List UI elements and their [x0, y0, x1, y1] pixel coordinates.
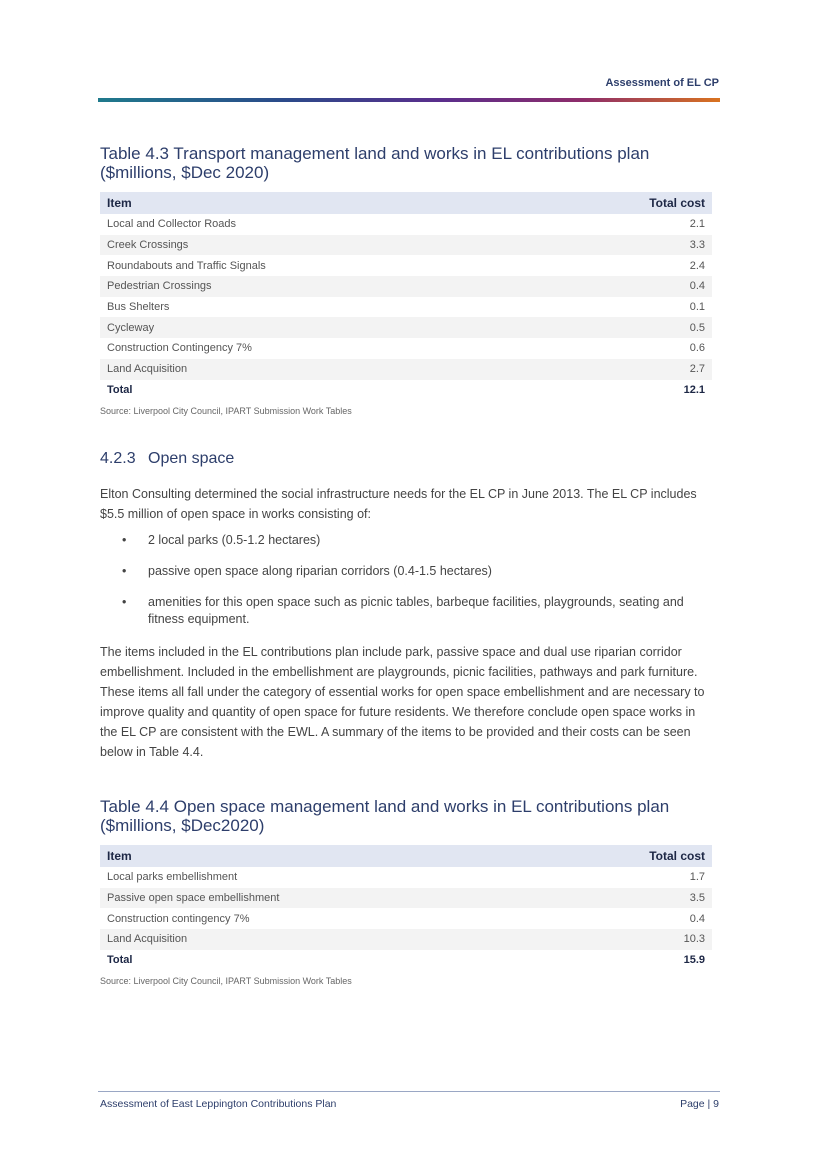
list-item: [100, 532, 700, 549]
table-row: [100, 317, 712, 338]
table-row: [100, 338, 712, 359]
cell-item: Total: [107, 954, 133, 967]
table-4-3: [100, 192, 712, 400]
list-item-text: passive open space along riparian corridors (0.4-1.5 hectares): [148, 564, 492, 578]
table-header-row: [100, 845, 712, 867]
table-4-4-source: Source: Liverpool City Council, IPART Submission Work Tables: [100, 976, 352, 986]
table-4-3-title: Table 4.3 Transport management land and works in EL contributions plan ($millions, $Dec 2020): [100, 144, 650, 182]
cell-item: Pedestrian Crossings: [100, 276, 536, 297]
cell-total-cost: 3.5: [545, 888, 712, 909]
table-4-4-title: Table 4.4 Open space management land and works in EL contributions plan ($millions, $Dec2020): [100, 797, 670, 835]
table-row: [100, 908, 712, 929]
cell-total-cost: 0.6: [689, 342, 705, 355]
cell-total-cost: 2.1: [689, 218, 705, 231]
table-row: [100, 359, 712, 380]
table-row: [100, 276, 712, 297]
list-item-text: 2 local parks (0.5-1.2 hectares): [148, 533, 321, 547]
cell-item: Total: [107, 383, 133, 396]
cell-item: Land Acquisition: [100, 929, 545, 950]
table-row: [100, 214, 712, 235]
cell-item: Local parks embellishment: [107, 871, 238, 884]
cell-item: Cycleway: [100, 317, 536, 338]
cell-total-cost: 2.4: [689, 259, 705, 272]
list-item-text: amenities for this open space such as picnic tables, barbeque facilities, playgrounds, seating and fitness equipment.: [148, 595, 684, 626]
footer-document-title: Assessment of East Leppington Contributions Plan: [100, 1098, 337, 1110]
cell-total-cost: 3.3: [536, 235, 712, 256]
table-row: [100, 929, 712, 950]
cell-item: Construction contingency 7%: [107, 912, 250, 925]
cell-total-cost: 1.7: [689, 871, 705, 884]
page-number: Page | 9: [680, 1098, 719, 1110]
table-row: [100, 255, 712, 276]
cell-total-cost: 10.3: [545, 929, 712, 950]
list-item: [100, 594, 700, 628]
table-row: [100, 235, 712, 256]
cell-total-cost: 0.4: [536, 276, 712, 297]
bullet-icon: •: [122, 564, 127, 578]
bullet-icon: •: [122, 533, 127, 547]
cell-total-cost: 0.4: [689, 912, 705, 925]
footer-divider: [98, 1091, 720, 1092]
table-header-row: [100, 192, 712, 214]
table-4-4: [100, 845, 712, 970]
table-total-row: [100, 380, 712, 401]
intro-paragraph: Elton Consulting determined the social infrastructure needs for the EL CP in June 2013. The EL CP includes $5.5 million of open space in works consisting of:: [100, 487, 697, 521]
body-paragraph: The items included in the EL contributions plan include park, passive space and dual use riparian corridor embellishment. Included in the embellishment are playgrounds, picnic facilities, pathways and park furniture. These items all fall under the category of essential works for open space embellishment and are necessary to improve quality and quantity of open space for future residents. We therefore conclude open space works in the EL CP are consistent with the EWL. A summary of the items to be provided and their costs can be seen below in Table 4.4.: [100, 645, 705, 759]
cell-total-cost: 2.7: [536, 359, 712, 380]
bullet-icon: •: [122, 595, 127, 609]
header-gradient-bar: [98, 98, 720, 102]
running-header: Assessment of EL CP: [605, 77, 719, 89]
cell-item: Local and Collector Roads: [107, 218, 237, 231]
list-item: [100, 563, 700, 580]
cell-item: Construction Contingency 7%: [107, 342, 252, 355]
cell-item: Roundabouts and Traffic Signals: [107, 259, 266, 272]
column-header-item: Item: [100, 845, 545, 867]
column-header-total-cost: Total cost: [536, 192, 712, 214]
cell-total-cost: 12.1: [683, 383, 705, 396]
table-row: [100, 867, 712, 888]
cell-item: Creek Crossings: [100, 235, 536, 256]
section-number: 4.2.3: [100, 450, 136, 467]
table-row: [100, 888, 712, 909]
cell-item: Bus Shelters: [107, 301, 170, 314]
column-header-total-cost: Total cost: [545, 845, 712, 867]
column-header-item: Item: [100, 192, 536, 214]
table-row: [100, 297, 712, 318]
cell-total-cost: 15.9: [683, 954, 705, 967]
section-heading: [100, 450, 234, 468]
section-title: Open space: [148, 450, 235, 467]
table-4-3-source: Source: Liverpool City Council, IPART Submission Work Tables: [100, 406, 352, 416]
cell-item: Land Acquisition: [100, 359, 536, 380]
cell-item: Passive open space embellishment: [100, 888, 545, 909]
cell-total-cost: 0.5: [536, 317, 712, 338]
table-total-row: [100, 950, 712, 971]
cell-total-cost: 0.1: [689, 301, 705, 314]
open-space-bullet-list: [100, 532, 700, 642]
